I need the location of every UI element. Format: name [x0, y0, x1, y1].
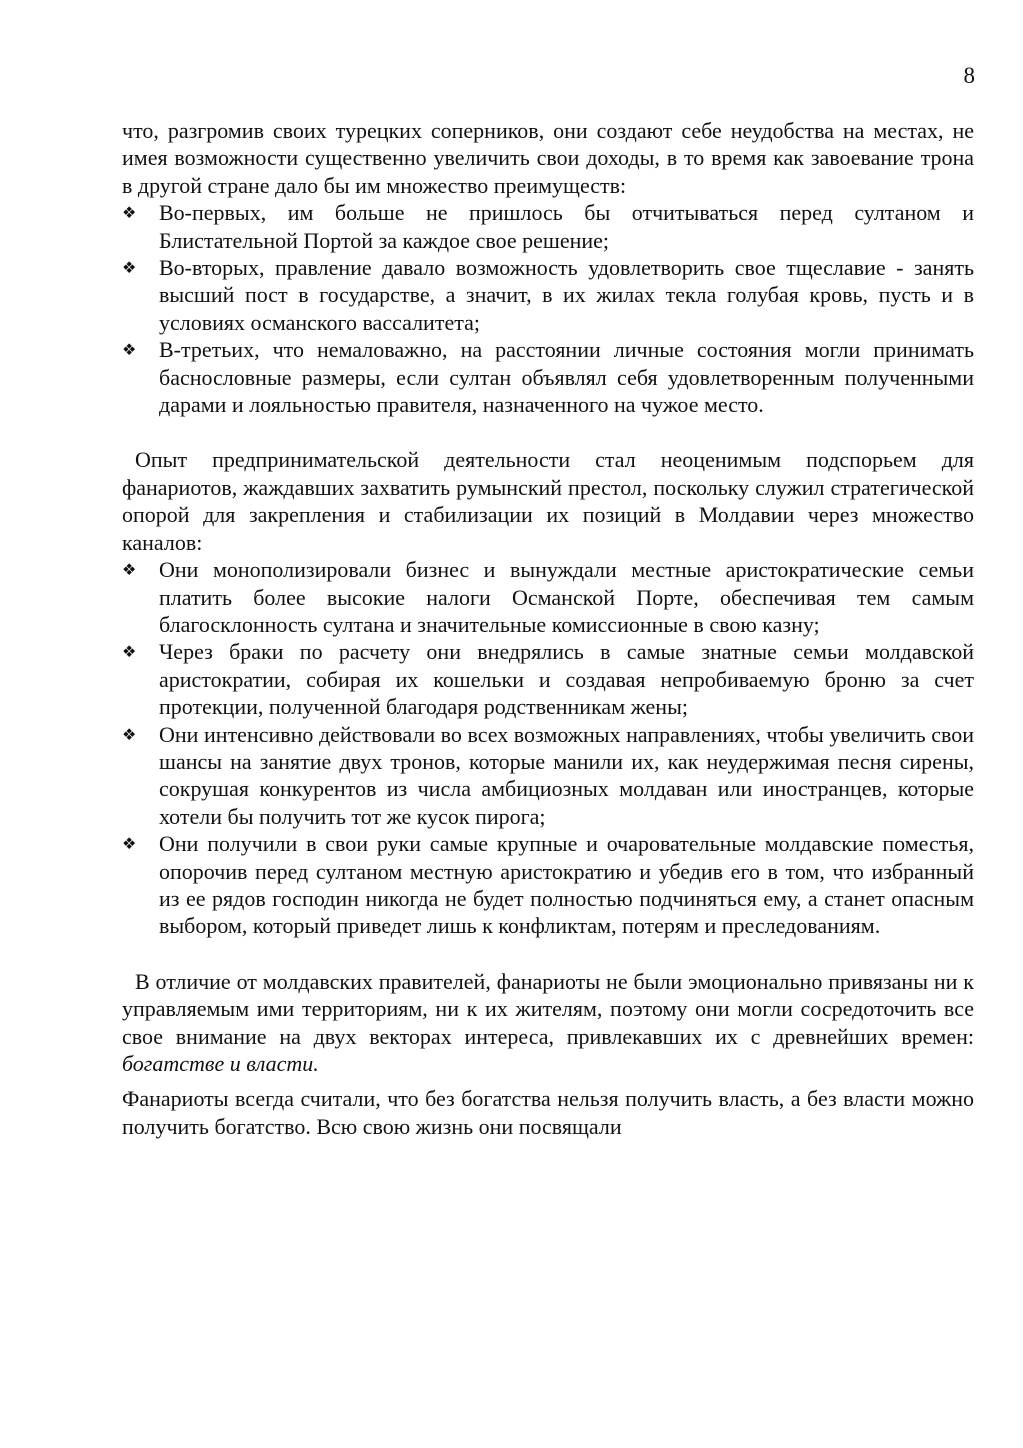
- page-body: [122, 117, 974, 1140]
- bullet-list-advantages: [122, 199, 974, 418]
- list-item: [122, 721, 974, 831]
- list-item-text: Через браки по расчету они внедрялись в самые знатные семьи молдавской аристократии, собирая их кошельки и создавая непробиваемую броню за счет протекции, полученной благодаря родственникам жены;: [159, 639, 974, 720]
- list-item-text: Во-вторых, правление давало возможность удовлетворить свое тщеславие - занять высший пост в государстве, а значит, в их жилах текла голубая кровь, пусть и в условиях османского вассалитета;: [159, 255, 974, 335]
- paragraph-intro: что, разгромив своих турецких соперников, они создают себе неудобства на местах, не имея возможности существенно увеличить свои доходы, в то время как завоевание трона в другой стране дало бы им множество преимуществ:: [122, 118, 974, 198]
- paragraph-wealth-power: [122, 968, 974, 1078]
- list-item: [122, 556, 974, 638]
- diamond-bullet-icon: ❖: [122, 834, 137, 854]
- list-item: [122, 638, 974, 720]
- list-item-text: Они интенсивно действовали во всех возможных направлениях, чтобы увеличить свои шансы на занятие двух тронов, которые манили их, как неудержимая песня сирены, сокрушая конкурентов из числа амбициозных молдаван или иностранцев, которые хотели бы получить тот же кусок пирога;: [159, 721, 974, 829]
- emphasis-text: богатстве и власти.: [122, 1051, 319, 1076]
- paragraph-conclusion: Фанариоты всегда считали, что без богатства нельзя получить власть, а без власти можно получить богатство. Всю свою жизнь они посвящали: [122, 1086, 974, 1139]
- diamond-bullet-icon: ❖: [122, 642, 137, 662]
- diamond-bullet-icon: ❖: [122, 340, 137, 360]
- list-item-text: В-третьих, что немаловажно, на расстоянии личные состояния могли принимать баснословные размеры, если султан объявлял себя удовлетворенным полученными дарами и лояльностью правителя, назначенного на чужое место.: [159, 337, 974, 418]
- diamond-bullet-icon: ❖: [122, 724, 137, 744]
- list-item: [122, 830, 974, 940]
- list-item-text: Во-первых, им больше не пришлось бы отчитываться перед султаном и Блистательной Портой за каждое свое решение;: [159, 200, 974, 253]
- list-item: [122, 336, 974, 418]
- diamond-bullet-icon: ❖: [122, 258, 137, 278]
- list-item-text: Они монополизировали бизнес и вынуждали местные аристократические семьи платить более высокие налоги Османской Порте, обеспечивая тем самым благосклонность султана и значительные комиссионные в свою казну;: [159, 557, 974, 637]
- paragraph-text: В отличие от молдавских правителей, фанариоты не были эмоционально привязаны ни к управляемым ими территориям, ни к их жителям, поэтому они могли сосредоточить все свое внимание на двух векторах интереса, привлекавших их с древнейших времен:: [122, 968, 974, 1049]
- bullet-list-channels: [122, 556, 974, 940]
- list-item: [122, 254, 974, 336]
- page-number: 8: [963, 63, 975, 88]
- paragraph-entrepreneurship: Опыт предпринимательской деятельности стал неоценимым подспорьем для фанариотов, жаждавших захватить румынский престол, поскольку служил стратегической опорой для закрепления и стабилизации их позиций в Молдавии через множество каналов:: [122, 447, 974, 555]
- list-item-text: Они получили в свои руки самые крупные и очаровательные молдавские поместья, опорочив перед султаном местную аристократию и убедив его в том, что избранный из ее рядов господин никогда не будет полностью подчиняться ему, а станет опасным выбором, который приведет лишь к конфликтам, потерям и преследованиям.: [159, 831, 974, 939]
- diamond-bullet-icon: ❖: [122, 560, 137, 580]
- list-item: [122, 199, 974, 254]
- diamond-bullet-icon: ❖: [122, 203, 137, 223]
